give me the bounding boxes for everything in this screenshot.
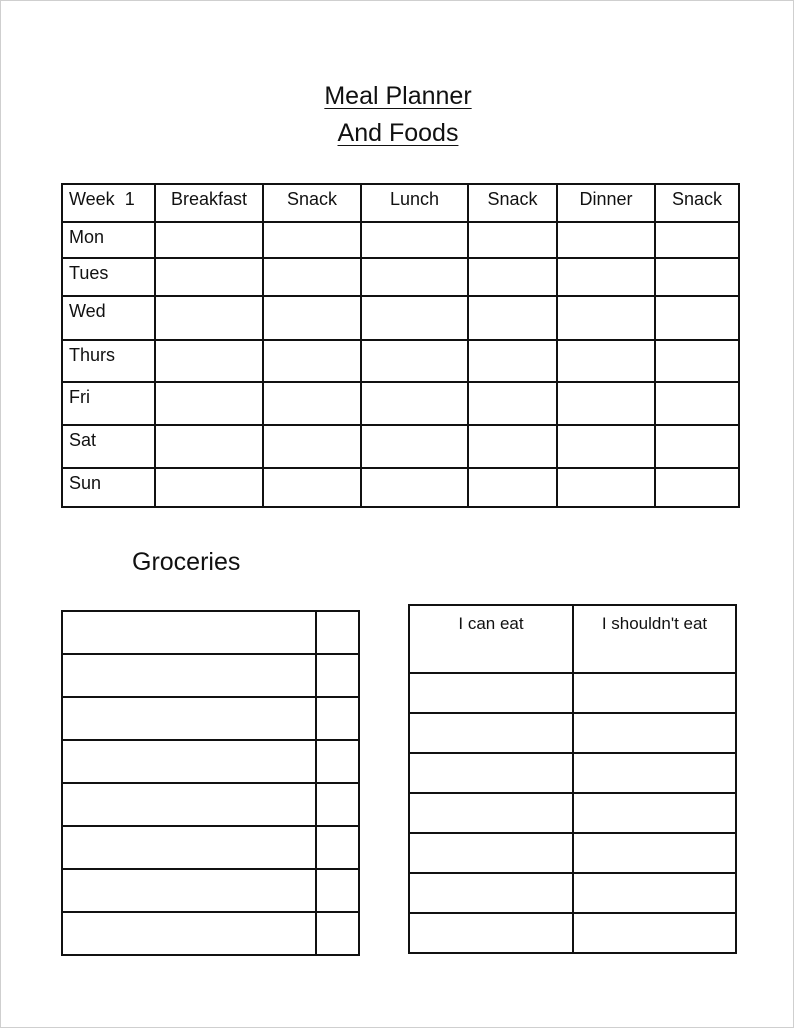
meal-cell[interactable] [655, 468, 739, 507]
grocery-row [62, 654, 359, 697]
meal-cell[interactable] [361, 340, 468, 382]
grocery-row [62, 869, 359, 912]
food-row [409, 793, 736, 833]
meal-cell[interactable] [155, 340, 263, 382]
meal-cell[interactable] [263, 222, 361, 258]
meal-cell[interactable] [557, 222, 655, 258]
grocery-row [62, 912, 359, 955]
shouldnt-eat-cell[interactable] [573, 673, 736, 713]
meal-cell[interactable] [468, 258, 557, 296]
header-lunch: Lunch [361, 184, 468, 222]
shouldnt-eat-cell[interactable] [573, 753, 736, 793]
grocery-item-cell[interactable] [62, 740, 316, 783]
day-label: Wed [62, 296, 155, 340]
meal-cell[interactable] [557, 296, 655, 340]
page-title: Meal Planner [324, 82, 472, 110]
grocery-item-cell[interactable] [62, 654, 316, 697]
grocery-check-cell[interactable] [316, 654, 359, 697]
can-eat-cell[interactable] [409, 713, 573, 753]
meal-plan-table [61, 183, 740, 508]
food-list-table [408, 604, 737, 954]
food-row [409, 673, 736, 713]
food-list-header-row [409, 605, 736, 673]
grocery-row [62, 697, 359, 740]
meal-cell[interactable] [468, 296, 557, 340]
grocery-item-cell[interactable] [62, 869, 316, 912]
meal-cell[interactable] [468, 468, 557, 507]
day-row-tues [62, 258, 739, 296]
grocery-item-cell[interactable] [62, 697, 316, 740]
meal-cell[interactable] [655, 340, 739, 382]
meal-cell[interactable] [155, 296, 263, 340]
food-row [409, 713, 736, 753]
meal-cell[interactable] [263, 425, 361, 468]
can-eat-cell[interactable] [409, 873, 573, 913]
shouldnt-eat-cell[interactable] [573, 713, 736, 753]
meal-cell[interactable] [468, 425, 557, 468]
meal-cell[interactable] [263, 340, 361, 382]
grocery-check-cell[interactable] [316, 912, 359, 955]
can-eat-cell[interactable] [409, 753, 573, 793]
meal-cell[interactable] [361, 258, 468, 296]
day-label: Mon [62, 222, 155, 258]
meal-cell[interactable] [655, 382, 739, 425]
grocery-row [62, 740, 359, 783]
grocery-row [62, 826, 359, 869]
grocery-check-cell[interactable] [316, 740, 359, 783]
meal-cell[interactable] [263, 382, 361, 425]
day-row-thurs [62, 340, 739, 382]
day-row-mon [62, 222, 739, 258]
day-label: Fri [62, 382, 155, 425]
day-label: Thurs [62, 340, 155, 382]
meal-cell[interactable] [263, 296, 361, 340]
meal-cell[interactable] [155, 258, 263, 296]
meal-cell[interactable] [655, 258, 739, 296]
meal-cell[interactable] [361, 468, 468, 507]
meal-cell[interactable] [655, 222, 739, 258]
day-label: Tues [62, 258, 155, 296]
day-row-wed [62, 296, 739, 340]
meal-cell[interactable] [557, 425, 655, 468]
header-dinner: Dinner [557, 184, 655, 222]
header-week: Week 1 [62, 184, 155, 222]
header-shouldnt-eat: I shouldn't eat [573, 605, 736, 673]
meal-cell[interactable] [263, 468, 361, 507]
meal-cell[interactable] [361, 296, 468, 340]
food-row [409, 873, 736, 913]
grocery-check-cell[interactable] [316, 697, 359, 740]
header-snack-2: Snack [468, 184, 557, 222]
meal-cell[interactable] [468, 382, 557, 425]
shouldnt-eat-cell[interactable] [573, 913, 736, 953]
day-row-sat [62, 425, 739, 468]
meal-header-row [62, 184, 739, 222]
groceries-table [61, 610, 360, 956]
header-snack-3: Snack [655, 184, 739, 222]
grocery-check-cell[interactable] [316, 783, 359, 826]
header-snack-1: Snack [263, 184, 361, 222]
grocery-row [62, 611, 359, 654]
grocery-item-cell[interactable] [62, 611, 316, 654]
day-label: Sat [62, 425, 155, 468]
meal-cell[interactable] [155, 222, 263, 258]
meal-cell[interactable] [155, 382, 263, 425]
can-eat-cell[interactable] [409, 913, 573, 953]
grocery-row [62, 783, 359, 826]
can-eat-cell[interactable] [409, 673, 573, 713]
can-eat-cell[interactable] [409, 833, 573, 873]
meal-cell[interactable] [468, 222, 557, 258]
day-row-sun [62, 468, 739, 507]
meal-cell[interactable] [263, 258, 361, 296]
meal-cell[interactable] [361, 425, 468, 468]
grocery-check-cell[interactable] [316, 611, 359, 654]
shouldnt-eat-cell[interactable] [573, 833, 736, 873]
meal-cell[interactable] [468, 340, 557, 382]
grocery-item-cell[interactable] [62, 783, 316, 826]
grocery-check-cell[interactable] [316, 826, 359, 869]
shouldnt-eat-cell[interactable] [573, 873, 736, 913]
meal-cell[interactable] [361, 382, 468, 425]
meal-cell[interactable] [361, 222, 468, 258]
page-subtitle: And Foods [337, 119, 459, 147]
grocery-check-cell[interactable] [316, 869, 359, 912]
food-row [409, 833, 736, 873]
meal-cell[interactable] [155, 425, 263, 468]
can-eat-cell[interactable] [409, 793, 573, 833]
shouldnt-eat-cell[interactable] [573, 793, 736, 833]
meal-cell[interactable] [557, 468, 655, 507]
meal-cell[interactable] [557, 382, 655, 425]
meal-cell[interactable] [655, 296, 739, 340]
groceries-heading: Groceries [132, 548, 241, 576]
meal-cell[interactable] [655, 425, 739, 468]
grocery-item-cell[interactable] [62, 912, 316, 955]
day-label: Sun [62, 468, 155, 507]
header-can-eat: I can eat [409, 605, 573, 673]
meal-cell[interactable] [557, 258, 655, 296]
food-row [409, 913, 736, 953]
meal-cell[interactable] [557, 340, 655, 382]
meal-cell[interactable] [155, 468, 263, 507]
food-row [409, 753, 736, 793]
header-breakfast: Breakfast [155, 184, 263, 222]
grocery-item-cell[interactable] [62, 826, 316, 869]
day-row-fri [62, 382, 739, 425]
